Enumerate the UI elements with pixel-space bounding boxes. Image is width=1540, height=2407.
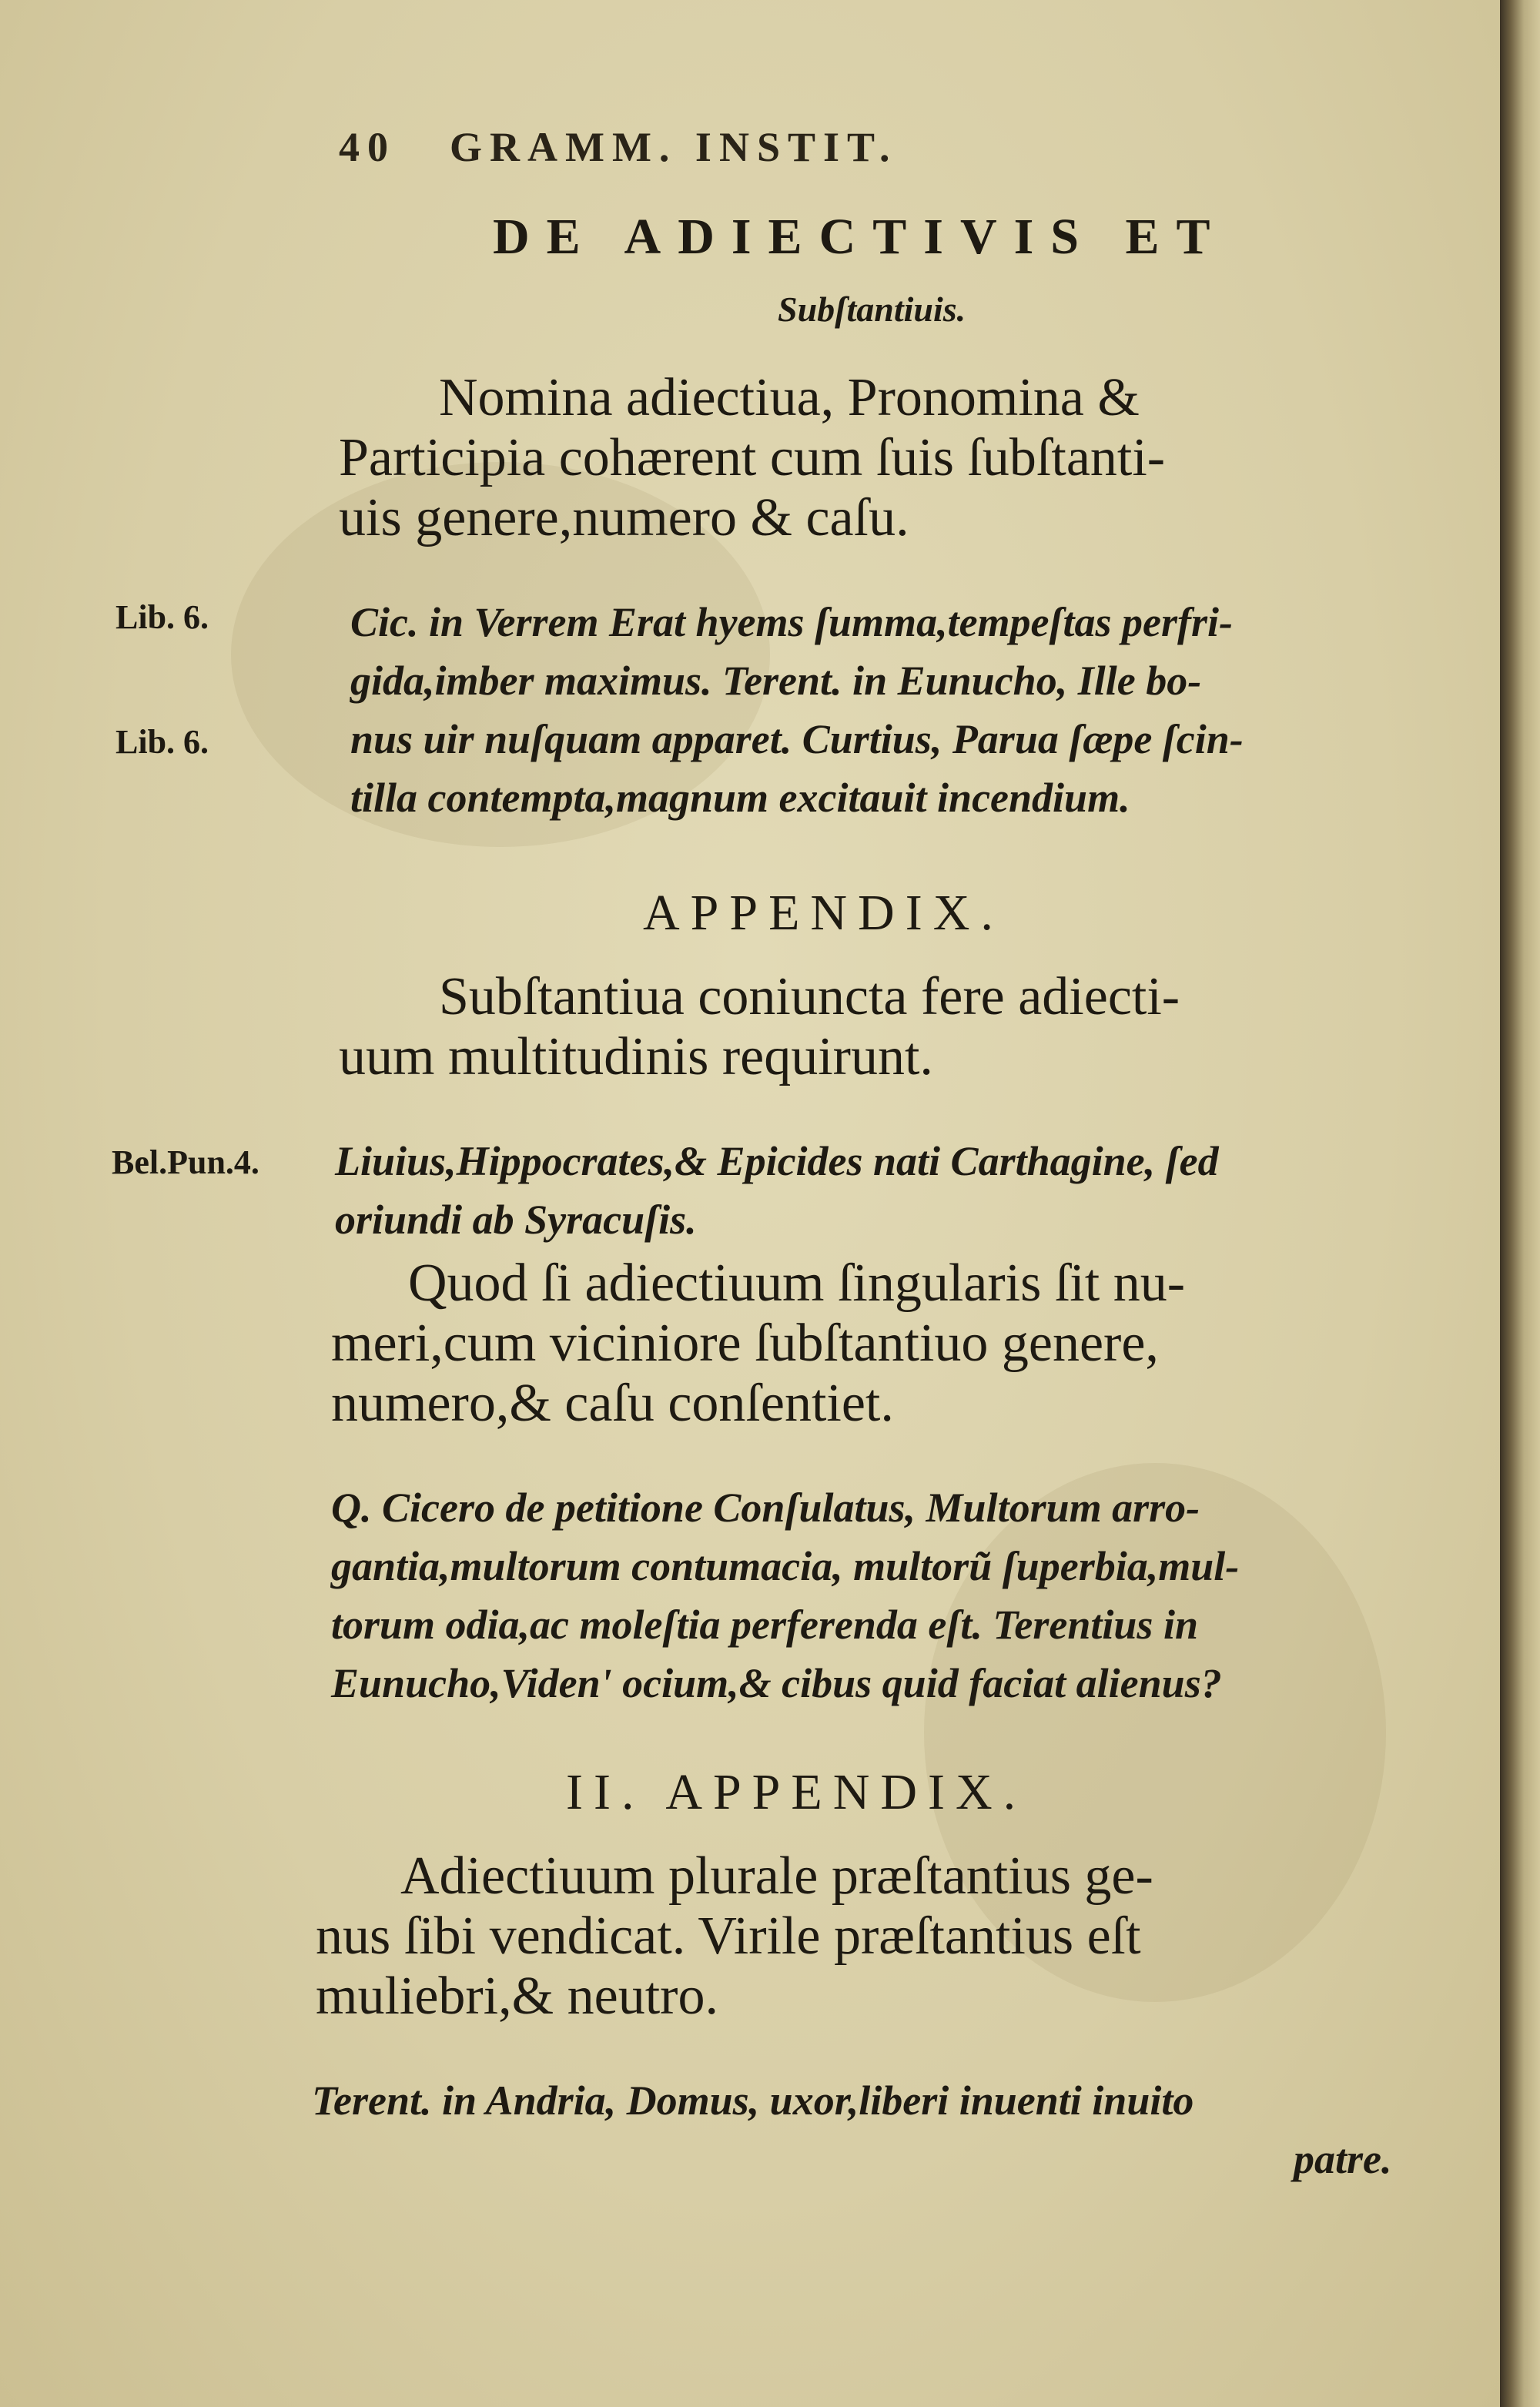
text-line: nus uir nuſquam apparet. Curtius, Parua ſæpe ſcin- [350, 716, 1244, 762]
text-line: Eunucho,Viden' ocium,& cibus quid faciat alienus? [331, 1660, 1222, 1706]
rule-paragraph-1 [339, 368, 1165, 548]
page-number: 40 [339, 124, 396, 170]
text-line: meri,cum viciniore ſubſtantiuo genere, [331, 1314, 1159, 1373]
text-line: Terent. in Andria, Domus, uxor,liberi inuenti inuito [312, 2077, 1194, 2124]
section-title: DE ADIECTIVIS ET [493, 209, 1227, 265]
book-binding-edge [1500, 0, 1540, 2407]
margin-reference: Lib. 6. [116, 723, 209, 761]
example-block-3 [331, 1478, 1239, 1712]
running-title: GRAMM. INSTIT. [450, 124, 898, 170]
text-line: Nomina adiectiua, Pronomina & [439, 368, 1140, 427]
example-block-2 [335, 1132, 1219, 1249]
text-line: muliebri,& neutro. [316, 1967, 718, 2026]
margin-reference: Lib. 6. [116, 598, 209, 636]
text-line: Liuius,Hippocrates,& Epicides nati Carthagine, ſed [335, 1138, 1219, 1184]
example-block-1 [350, 593, 1244, 827]
text-line: Adiectiuum plurale præſtantius ge- [400, 1846, 1153, 1906]
section-subtitle: Subſtantiuis. [778, 290, 966, 329]
text-line: uum multitudinis requirunt. [339, 1027, 933, 1086]
appendix-paragraph-2 [316, 1846, 1153, 2027]
text-line: Cic. in Verrem Erat hyems ſumma,tempeſtas perfri- [350, 599, 1233, 645]
appendix-heading-1: APPENDIX. [643, 885, 1004, 941]
margin-reference: Bel.Pun.4. [112, 1143, 259, 1181]
running-header [339, 123, 898, 171]
text-line: torum odia,ac moleſtia perferenda eſt. Terentius in [331, 1602, 1198, 1648]
text-line: oriundi ab Syracuſis. [335, 1197, 697, 1243]
text-line: tilla contempta,magnum excitauit incendium. [350, 775, 1130, 821]
appendix-heading-2: II. APPENDIX. [566, 1764, 1027, 1820]
text-line: patre. [1294, 2136, 1392, 2182]
text-line: gantia,multorum contumacia, multorũ ſuperbia,mul- [331, 1543, 1240, 1589]
text-line: Q. Cicero de petitione Conſulatus, Multorum arro- [331, 1485, 1200, 1531]
text-line: nus ſibi vendicat. Virile præſtantius eſt [316, 1907, 1141, 1966]
text-line: gida,imber maximus. Terent. in Eunucho, Ille bo- [350, 658, 1202, 704]
rule-paragraph-2 [331, 1254, 1185, 1434]
text-line: Quod ſi adiectiuum ſingularis ſit nu- [408, 1254, 1186, 1313]
text-line: Subſtantiua coniuncta fere adiecti- [439, 967, 1180, 1026]
text-line: numero,& caſu conſentiet. [331, 1374, 894, 1433]
example-block-4 [312, 2071, 1392, 2188]
text-line: uis genere,numero & caſu. [339, 488, 909, 547]
appendix-paragraph-1 [339, 967, 1180, 1087]
text-line: Participia cohærent cum ſuis ſubſtanti- [339, 428, 1166, 487]
